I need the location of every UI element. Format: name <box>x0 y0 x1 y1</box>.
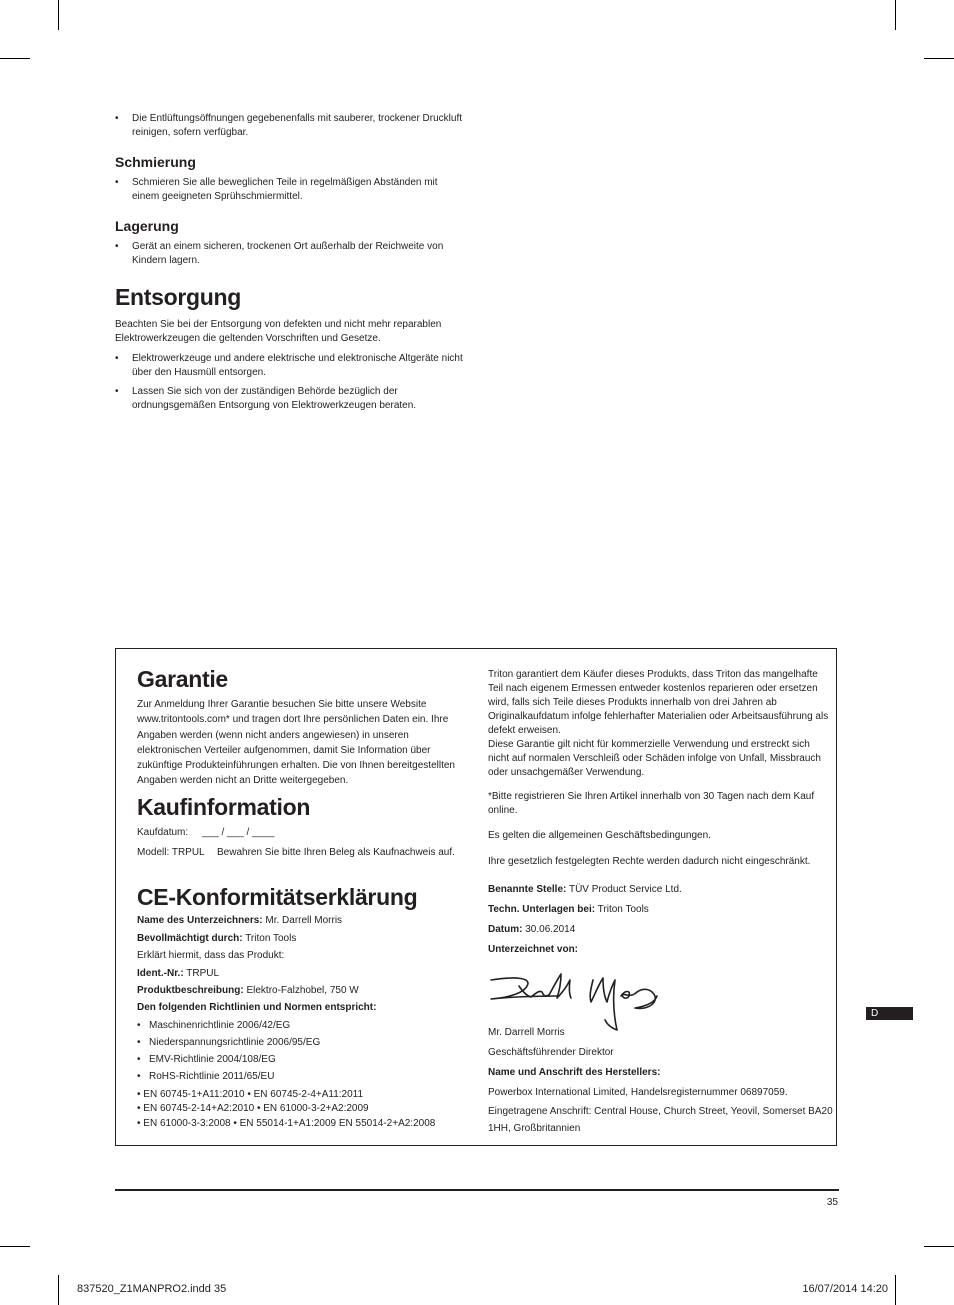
frame-left-column <box>137 666 467 1131</box>
section-heading-schmierung: Schmierung <box>115 154 196 170</box>
list-item: • EMV-Richtlinie 2004/108/EG <box>137 1053 467 1067</box>
terms-note: Es gelten die allgemeinen Geschäftsbedingungen. <box>488 830 711 841</box>
list-item: • Maschinenrichtlinie 2006/42/EG <box>137 1019 467 1033</box>
notified-body: Benannte Stelle: TÜV Product Service Ltd. <box>488 884 682 895</box>
frame-right-column-lower <box>488 1026 833 1137</box>
garantie-text: Zur Anmeldung Ihrer Garantie besuchen Sie bitte unsere Website www.tritontools.com* und tragen dort Ihre persönlichen Daten ein. Ihre Angaben werden (wenn nicht anders angewiesen) in unseren elektronischen Verteiler aufgenommen, damit Sie Information über zukünftige Produkteinführungen erhalten. Die von Ihnen bereitgestellten Angaben werden nicht an Dritte weitergegeben. <box>137 699 455 787</box>
ce-directives-heading: Den folgenden Richtlinien und Normen entspricht: <box>137 1001 377 1013</box>
list-item: • Lassen Sie sich von der zuständigen Behörde bezüglich der ordnungsgemäßen Entsorgung von Elektrowerkzeugen beraten. <box>115 385 467 413</box>
crop-mark <box>58 0 59 30</box>
entsorgung-intro: Beachten Sie bei der Entsorgung von defekten und nicht mehr reparablen Elektrowerkzeugen die geltenden Vorschriften und Gesetze. <box>115 319 442 344</box>
language-tab: D <box>866 1007 913 1020</box>
section-heading-ce: CE-Konformitätserklärung <box>137 883 418 910</box>
section-heading-kaufinformation: Kaufinformation <box>137 793 311 820</box>
model-row <box>137 846 467 860</box>
ce-authorised: Bevollmächtigt durch: Triton Tools <box>137 932 297 944</box>
crop-mark <box>0 58 30 59</box>
manufacturer-label: Name und Anschrift des Herstellers: <box>488 1067 661 1078</box>
crop-mark <box>924 58 954 59</box>
page-number: 35 <box>826 1197 838 1208</box>
rights-note: Ihre gesetzlich festgelegten Rechte werden dadurch nicht eingeschränkt. <box>488 856 811 867</box>
register-note: *Bitte registrieren Sie Ihren Artikel innerhalb von 30 Tagen nach dem Kauf online. <box>488 791 815 816</box>
list-item: • Die Entlüftungsöffnungen gegebenenfalls mit sauberer, trockener Druckluft reinigen, sofern verfügbar. <box>115 112 467 140</box>
manufacturer-line: Powerbox International Limited, Handelsregisternummer 06897059. <box>488 1087 788 1098</box>
ce-declares: Erklärt hiermit, dass das Produkt: <box>137 949 285 961</box>
purchase-date-row <box>137 826 467 840</box>
guarantee-terms: Triton garantiert dem Käufer dieses Produkts, dass Triton das mangelhafte Teil nach eigenem Ermessen entweder kostenlos reparieren oder ersetzen wird, falls sich Teile dieses Produkts innerhalb von drei Jahren ab Originalkaufdatum infolge fehlerhafter Materialien oder Arbeitsausführung als defekt erweisen. <box>488 669 829 736</box>
crop-mark <box>895 1275 896 1305</box>
signer-title: Geschäftsführender Direktor <box>488 1047 614 1058</box>
ce-norm-line: • EN 60745-1+A11:2010 • EN 60745-2-4+A11:2011 <box>137 1088 364 1100</box>
signer-name: Mr. Darrell Morris <box>488 1027 565 1038</box>
footer-rule <box>115 1189 839 1191</box>
crop-mark <box>58 1275 59 1305</box>
slug-datetime: 16/07/2014 14:20 <box>802 1283 888 1295</box>
frame-right-column <box>488 668 830 957</box>
purchase-date-field[interactable]: ___ / ___ / ____ <box>202 826 275 838</box>
signed-by-label: Unterzeichnet von: <box>488 944 579 955</box>
ce-norm-line: • EN 61000-3-3:2008 • EN 55014-1+A1:2009 EN 55014-2+A2:2008 <box>137 1117 436 1129</box>
model-label: Modell: TRPUL <box>137 846 205 858</box>
ce-norm-line: • EN 60745-2-14+A2:2010 • EN 61000-3-2+A2:2009 <box>137 1102 369 1114</box>
ce-description: Produktbeschreibung: Elektro-Falzhobel, 750 W <box>137 984 359 996</box>
list-item: • Niederspannungsrichtlinie 2006/95/EG <box>137 1036 467 1050</box>
section-heading-entsorgung: Entsorgung <box>115 284 242 310</box>
purchase-date-label: Kaufdatum: <box>137 826 189 838</box>
section-heading-lagerung: Lagerung <box>115 218 179 234</box>
ce-ident: Ident.-Nr.: TRPUL <box>137 967 220 979</box>
model-note: Bewahren Sie bitte Ihren Beleg als Kaufnachweis auf. <box>217 846 455 858</box>
section-heading-garantie: Garantie <box>137 666 228 692</box>
crop-mark <box>895 0 896 30</box>
ce-signer: Name des Unterzeichners: Mr. Darrell Morris <box>137 914 343 926</box>
manufacturer-address: Eingetragene Anschrift: Central House, Church Street, Yeovil, Somerset BA20 1HH, Großbritannien <box>488 1106 833 1134</box>
crop-mark <box>0 1246 30 1247</box>
slug-file: 837520_Z1MANPRO2.indd 35 <box>77 1283 227 1295</box>
list-item: • Gerät an einem sicheren, trockenen Ort außerhalb der Reichweite von Kindern lagern. <box>115 240 467 268</box>
crop-mark <box>924 1246 954 1247</box>
top-column <box>115 112 467 413</box>
declaration-date: Datum: 30.06.2014 <box>488 924 576 935</box>
list-item: • Schmieren Sie alle beweglichen Teile in regelmäßigen Abständen mit einem geeigneten Sprühschmiermittel. <box>115 176 467 204</box>
list-item: • RoHS-Richtlinie 2011/65/EU <box>137 1070 467 1084</box>
list-item: • Elektrowerkzeuge und andere elektrische und elektronische Altgeräte nicht über den Hausmüll entsorgen. <box>115 352 467 380</box>
tech-docs: Techn. Unterlagen bei: Triton Tools <box>488 904 649 915</box>
guarantee-exclusions: Diese Garantie gilt nicht für kommerzielle Verwendung und erstreckt sich nicht auf normalen Verschleiß oder Schäden infolge von Unfall, Missbrauch oder unsachgemäßer Verwendung. <box>488 739 821 778</box>
